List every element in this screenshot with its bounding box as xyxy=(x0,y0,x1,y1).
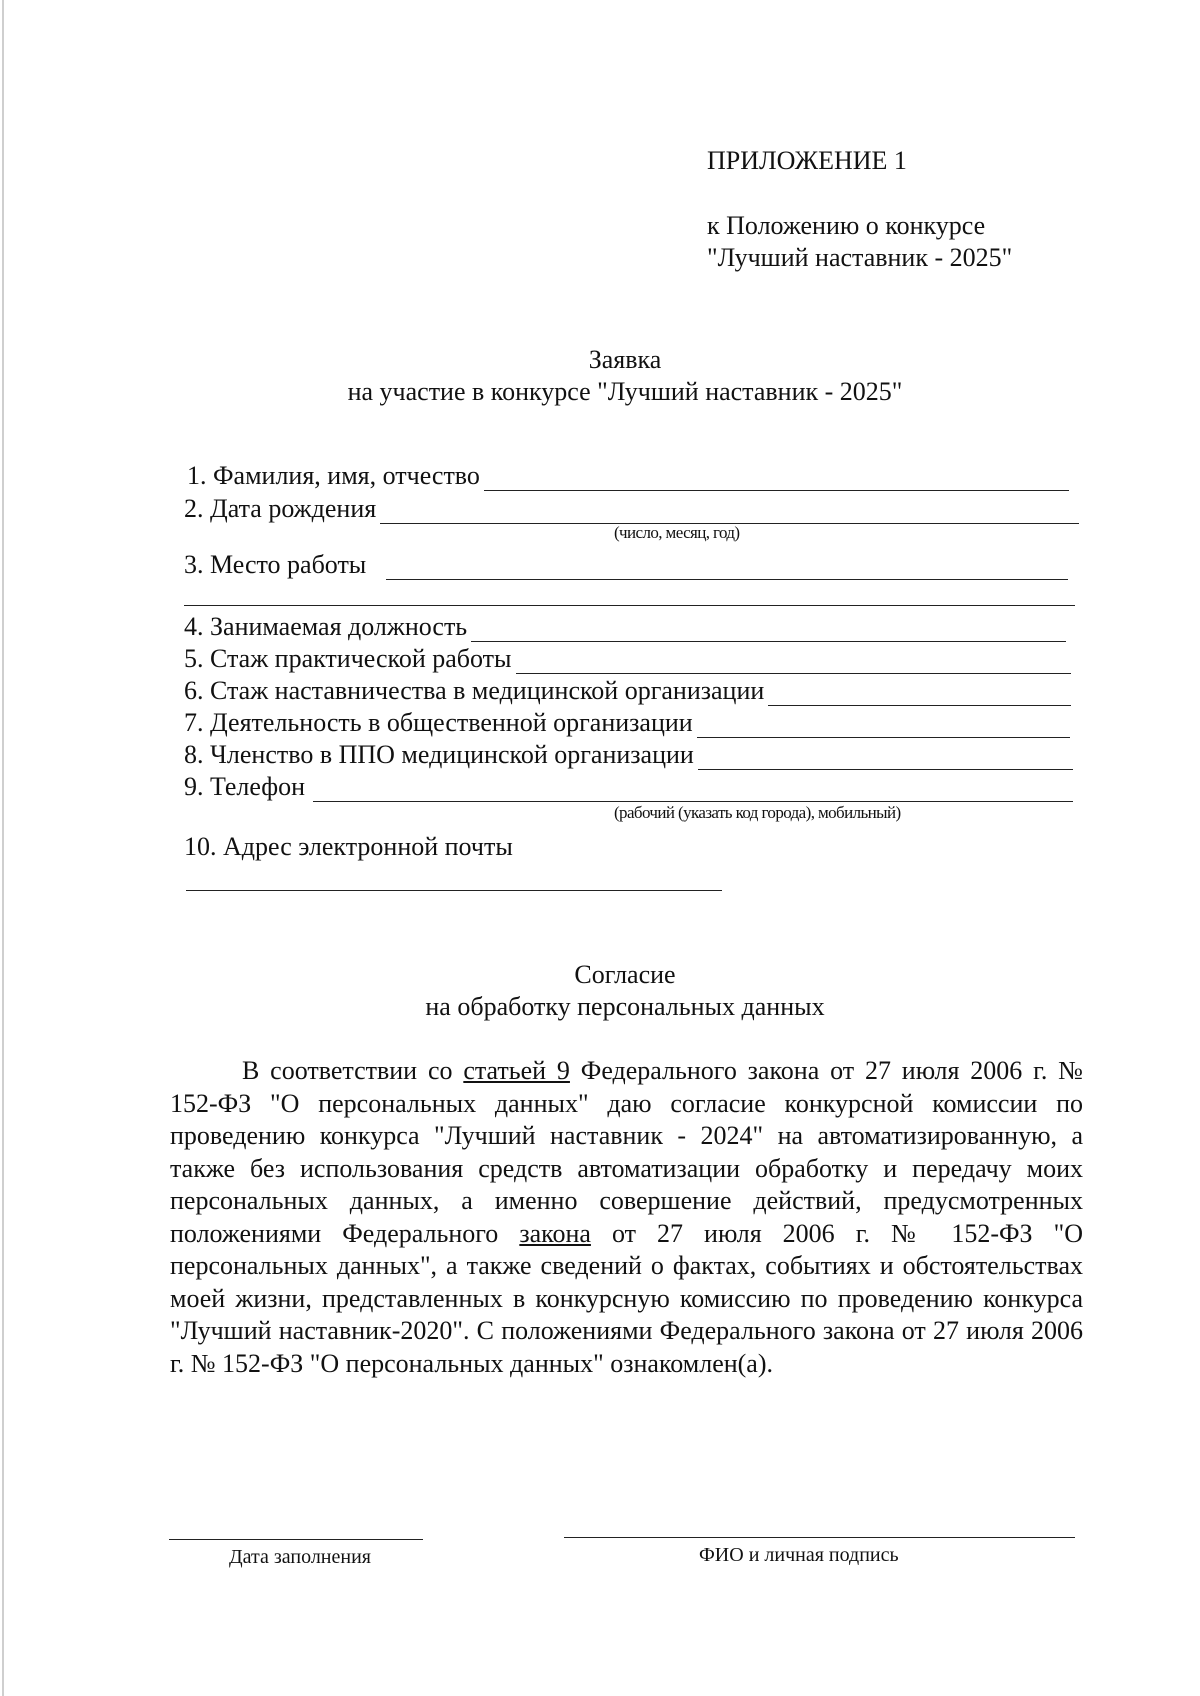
field-ppo-membership-line[interactable] xyxy=(698,747,1073,770)
field-ppo-membership[interactable] xyxy=(184,740,1073,770)
field-work-experience-line[interactable] xyxy=(516,651,1072,674)
reference-line-2: "Лучший наставник - 2025" xyxy=(707,243,1013,272)
field-public-activity-label: 7. Деятельность в общественной организации xyxy=(184,708,693,737)
date-signature-line[interactable] xyxy=(169,1539,423,1540)
field-mentoring-experience-label: 6. Стаж наставничества в медицинской организации xyxy=(184,676,765,705)
field-position-label: 4. Занимаемая должность xyxy=(184,612,468,641)
field-workplace-label: 3. Место работы xyxy=(184,550,367,579)
consent-title: Согласие xyxy=(574,960,676,989)
consent-text-2: Федерального закона от 27 июля 2006 г. № 152-ФЗ "О персональных данных" даю согласие конкурсной комиссии по проведению конкурса "Лучший наставник - 2024" на автоматизированную, а также без использования средств автоматизации обработку и передачу моих персональных данных, а именно совершение действий, предусмотренных положениями Федерального xyxy=(170,1056,1083,1248)
field-work-experience-label: 5. Стаж практической работы xyxy=(184,644,512,673)
field-full-name-label: 1. Фамилия, имя, отчество xyxy=(187,461,480,490)
field-mentoring-experience-line[interactable] xyxy=(768,683,1071,706)
field-position[interactable] xyxy=(184,612,1066,642)
consent-paragraph xyxy=(170,1055,1083,1380)
birth-date-hint: (число, месяц, год) xyxy=(614,523,740,542)
field-birth-date-line[interactable] xyxy=(380,501,1079,524)
article-9-link[interactable]: статьей 9 xyxy=(463,1056,570,1085)
scan-edge xyxy=(2,0,4,1696)
field-phone[interactable] xyxy=(184,772,1073,802)
reference-line-1: к Положению о конкурсе xyxy=(707,211,986,240)
field-position-line[interactable] xyxy=(471,619,1066,642)
field-workplace-line[interactable] xyxy=(386,557,1068,580)
phone-hint: (рабочий (указать код города), мобильный) xyxy=(614,803,901,822)
field-work-experience[interactable] xyxy=(184,644,1071,674)
field-phone-label: 9. Телефон xyxy=(184,772,306,801)
field-ppo-membership-label: 8. Членство в ППО медицинской организации xyxy=(184,740,694,769)
application-title: Заявка xyxy=(588,345,662,374)
consent-subtitle: на обработку персональных данных xyxy=(425,992,825,1021)
field-workplace[interactable] xyxy=(184,550,1068,580)
application-subtitle: на участие в конкурсе "Лучший наставник - 2025" xyxy=(347,377,903,406)
consent-text-3: от 27 июля 2006 г. № 152-ФЗ "О персональных данных", а также сведений о фактах, событиях и обстоятельствах моей жизни, представленных в конкурсную комиссию по проведению конкурса "Лучший наставник-2020". С положениями Федерального закона от 27 июля 2006 г. № 152-ФЗ "О персональных данных" ознакомлен(а). xyxy=(170,1218,1083,1378)
field-birth-date-label: 2. Дата рождения xyxy=(184,494,377,523)
field-birth-date[interactable] xyxy=(184,494,1079,524)
field-public-activity[interactable] xyxy=(184,708,1070,738)
field-public-activity-line[interactable] xyxy=(697,715,1070,738)
field-email-label: 10. Адрес электронной почты xyxy=(184,832,513,861)
date-caption: Дата заполнения xyxy=(229,1546,371,1568)
law-link[interactable]: закона xyxy=(519,1218,591,1248)
appendix-heading: ПРИЛОЖЕНИЕ 1 xyxy=(707,146,907,175)
name-signature-line[interactable] xyxy=(564,1537,1075,1538)
name-caption: ФИО и личная подпись xyxy=(699,1544,899,1566)
field-full-name[interactable] xyxy=(187,461,1069,491)
consent-text-1: В соответствии со xyxy=(242,1056,464,1085)
field-phone-line[interactable] xyxy=(313,779,1073,802)
field-mentoring-experience[interactable] xyxy=(184,676,1071,706)
field-email-line[interactable] xyxy=(186,890,722,891)
field-workplace-line-2[interactable] xyxy=(184,605,1075,606)
field-full-name-line[interactable] xyxy=(484,468,1069,491)
